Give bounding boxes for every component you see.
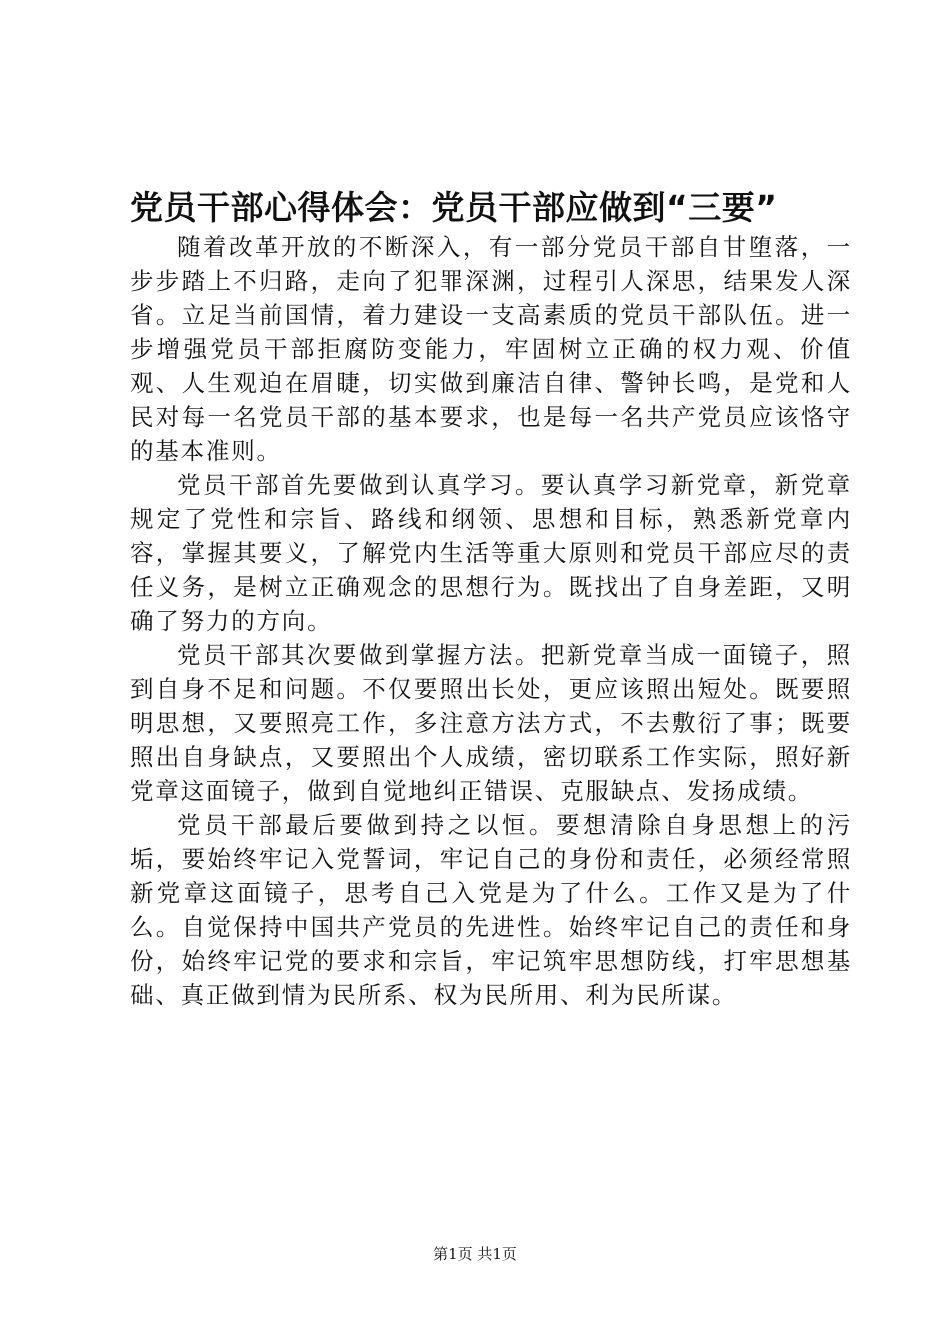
paragraph-intro: 随着改革开放的不断深入，有一部分党员干部自甘堕落，一步步踏上不归路，走向了犯罪深渊，过程引人深思，结果发人深省。立足当前国情，着力建设一支高素质的党员干部队伍。进一步增强党员干部拒腐防变能力，牢固树立正确的权力观、价值观、人生观迫在眉睫，切实做到廉洁自律、警钟长鸣，是党和人民对每一名党员干部的基本要求，也是每一名共产党员应该恪守的基本准则。 — [130, 233, 852, 465]
paragraph-method: 党员干部其次要做到掌握方法。把新党章当成一面镜子，照到自身不足和问题。不仅要照出长处，更应该照出短处。既要照明思想，又要照亮工作，多注意方法方式，不去敷衍了事；既要照出自身缺点，又要照出个人成绩，密切联系工作实际，照好新党章这面镜子，做到自觉地纠正错误、克服缺点、发扬成绩。 — [130, 641, 852, 805]
paragraph-study: 党员干部首先要做到认真学习。要认真学习新党章，新党章规定了党性和宗旨、路线和纲领、思想和目标，熟悉新党章内容，掌握其要义，了解党内生活等重大原则和党员干部应尽的责任义务，是树立正确观念的思想行为。既找出了自身差距，又明确了努力的方向。 — [130, 471, 852, 635]
paragraph-persistence: 党员干部最后要做到持之以恒。要想清除自身思想上的污垢，要始终牢记入党誓词，牢记自己的身份和责任，必须经常照新党章这面镜子，思考自己入党是为了什么。工作又是为了什么。自觉保持中国共产党员的先进性。始终牢记自己的责任和身份，始终牢记党的要求和宗旨，牢记筑牢思想防线，打牢思想基础、真正做到情为民所系、权为民所用、利为民所谋。 — [130, 811, 852, 1009]
document-body — [130, 230, 852, 1012]
document-title: 党员干部心得体会：党员干部应做到“三要” — [130, 188, 778, 227]
page-footer: 第1页 共1页 — [433, 1245, 517, 1263]
